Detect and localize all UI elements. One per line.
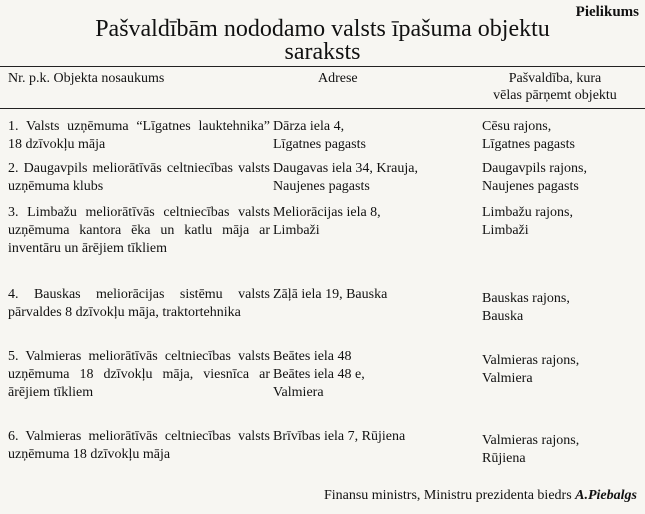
object-name: 4. Bauskas meliorācijas sistēmu valsts pārvaldes 8 dzīvokļu māja, traktortehnika xyxy=(8,287,270,320)
header-bottom-rule xyxy=(0,108,645,109)
object-address xyxy=(273,428,473,446)
signature xyxy=(324,488,637,504)
object-address xyxy=(273,118,473,154)
municipality-line: Bauska xyxy=(482,309,524,324)
header-municipality-line-2: vēlas pārņemt objektu xyxy=(493,88,617,103)
object-address xyxy=(273,348,473,402)
address-line: Zāļā iela 19, Bauska xyxy=(273,287,388,302)
object-name: 6. Valmieras meliorātīvās celtniecības valsts uzņēmuma 18 dzīvokļu māja xyxy=(8,429,270,462)
object-name: 5. Valmieras meliorātīvās celtniecības valsts uzņēmuma 18 dzīvokļu māja, viesnīca ar ārējiem tīkliem xyxy=(8,349,270,400)
address-line: Beātes iela 48 e, xyxy=(273,367,365,382)
header-municipality xyxy=(470,70,640,104)
municipality-line: Rūjiena xyxy=(482,451,526,466)
municipality-line: Naujenes pagasts xyxy=(482,179,579,194)
header-address: Adrese xyxy=(318,71,358,86)
municipality-line: Valmieras rajons, xyxy=(482,353,580,368)
address-line: Valmiera xyxy=(273,385,324,400)
municipality-line: Valmieras rajons, xyxy=(482,433,580,448)
address-line: Dārza iela 4, xyxy=(273,119,345,134)
header-municipality-line-1: Pašvaldība, kura xyxy=(508,71,602,86)
object-address xyxy=(273,286,473,304)
document-title xyxy=(0,18,645,64)
municipality-line: Limbaži xyxy=(482,223,529,238)
title-line-1: Pašvaldībām nododamo valsts īpašuma objektu xyxy=(95,16,550,42)
header-top-rule xyxy=(0,66,645,67)
object-municipality xyxy=(482,118,642,154)
object-municipality xyxy=(482,432,642,468)
object-municipality xyxy=(482,290,642,326)
signature-title: Finansu ministrs, Ministru prezidenta biedrs xyxy=(323,488,572,503)
municipality-line: Valmiera xyxy=(482,371,533,386)
municipality-line: Bauskas rajons, xyxy=(482,291,570,306)
object-name: 1. Valsts uzņēmuma “Līgatnes lauktehnika” 18 dzīvokļu māja xyxy=(8,119,270,152)
signature-name: A.Piebalgs xyxy=(575,488,637,503)
object-municipality xyxy=(482,352,642,388)
municipality-line: Cēsu rajons, xyxy=(482,119,552,134)
address-line: Beātes iela 48 xyxy=(273,349,352,364)
address-line: Naujenes pagasts xyxy=(273,179,370,194)
appendix-label: Pielikums xyxy=(575,4,639,20)
object-name: 3. Limbažu meliorātīvās celtniecības valsts uzņēmuma kantora ēka un katlu māja ar inventāru un ārējiem tīkliem xyxy=(8,205,270,256)
object-municipality xyxy=(482,160,642,196)
address-line: Līgatnes pagasts xyxy=(273,137,366,152)
header-number-name: Nr. p.k. Objekta nosaukums xyxy=(8,71,165,86)
address-line: Daugavas iela 34, Krauja, xyxy=(273,161,418,176)
address-line: Brīvības iela 7, Rūjiena xyxy=(273,429,406,444)
municipality-line: Daugavpils rajons, xyxy=(482,161,587,176)
object-name: 2. Daugavpils meliorātīvās celtniecības valsts uzņēmuma klubs xyxy=(8,161,270,194)
object-address xyxy=(273,160,473,196)
address-line: Meliorācijas iela 8, xyxy=(273,205,381,220)
municipality-line: Limbažu rajons, xyxy=(482,205,573,220)
title-line-2: saraksts xyxy=(284,39,361,65)
object-address xyxy=(273,204,473,240)
municipality-line: Līgatnes pagasts xyxy=(482,137,575,152)
address-line: Limbaži xyxy=(273,223,320,238)
object-municipality xyxy=(482,204,642,240)
